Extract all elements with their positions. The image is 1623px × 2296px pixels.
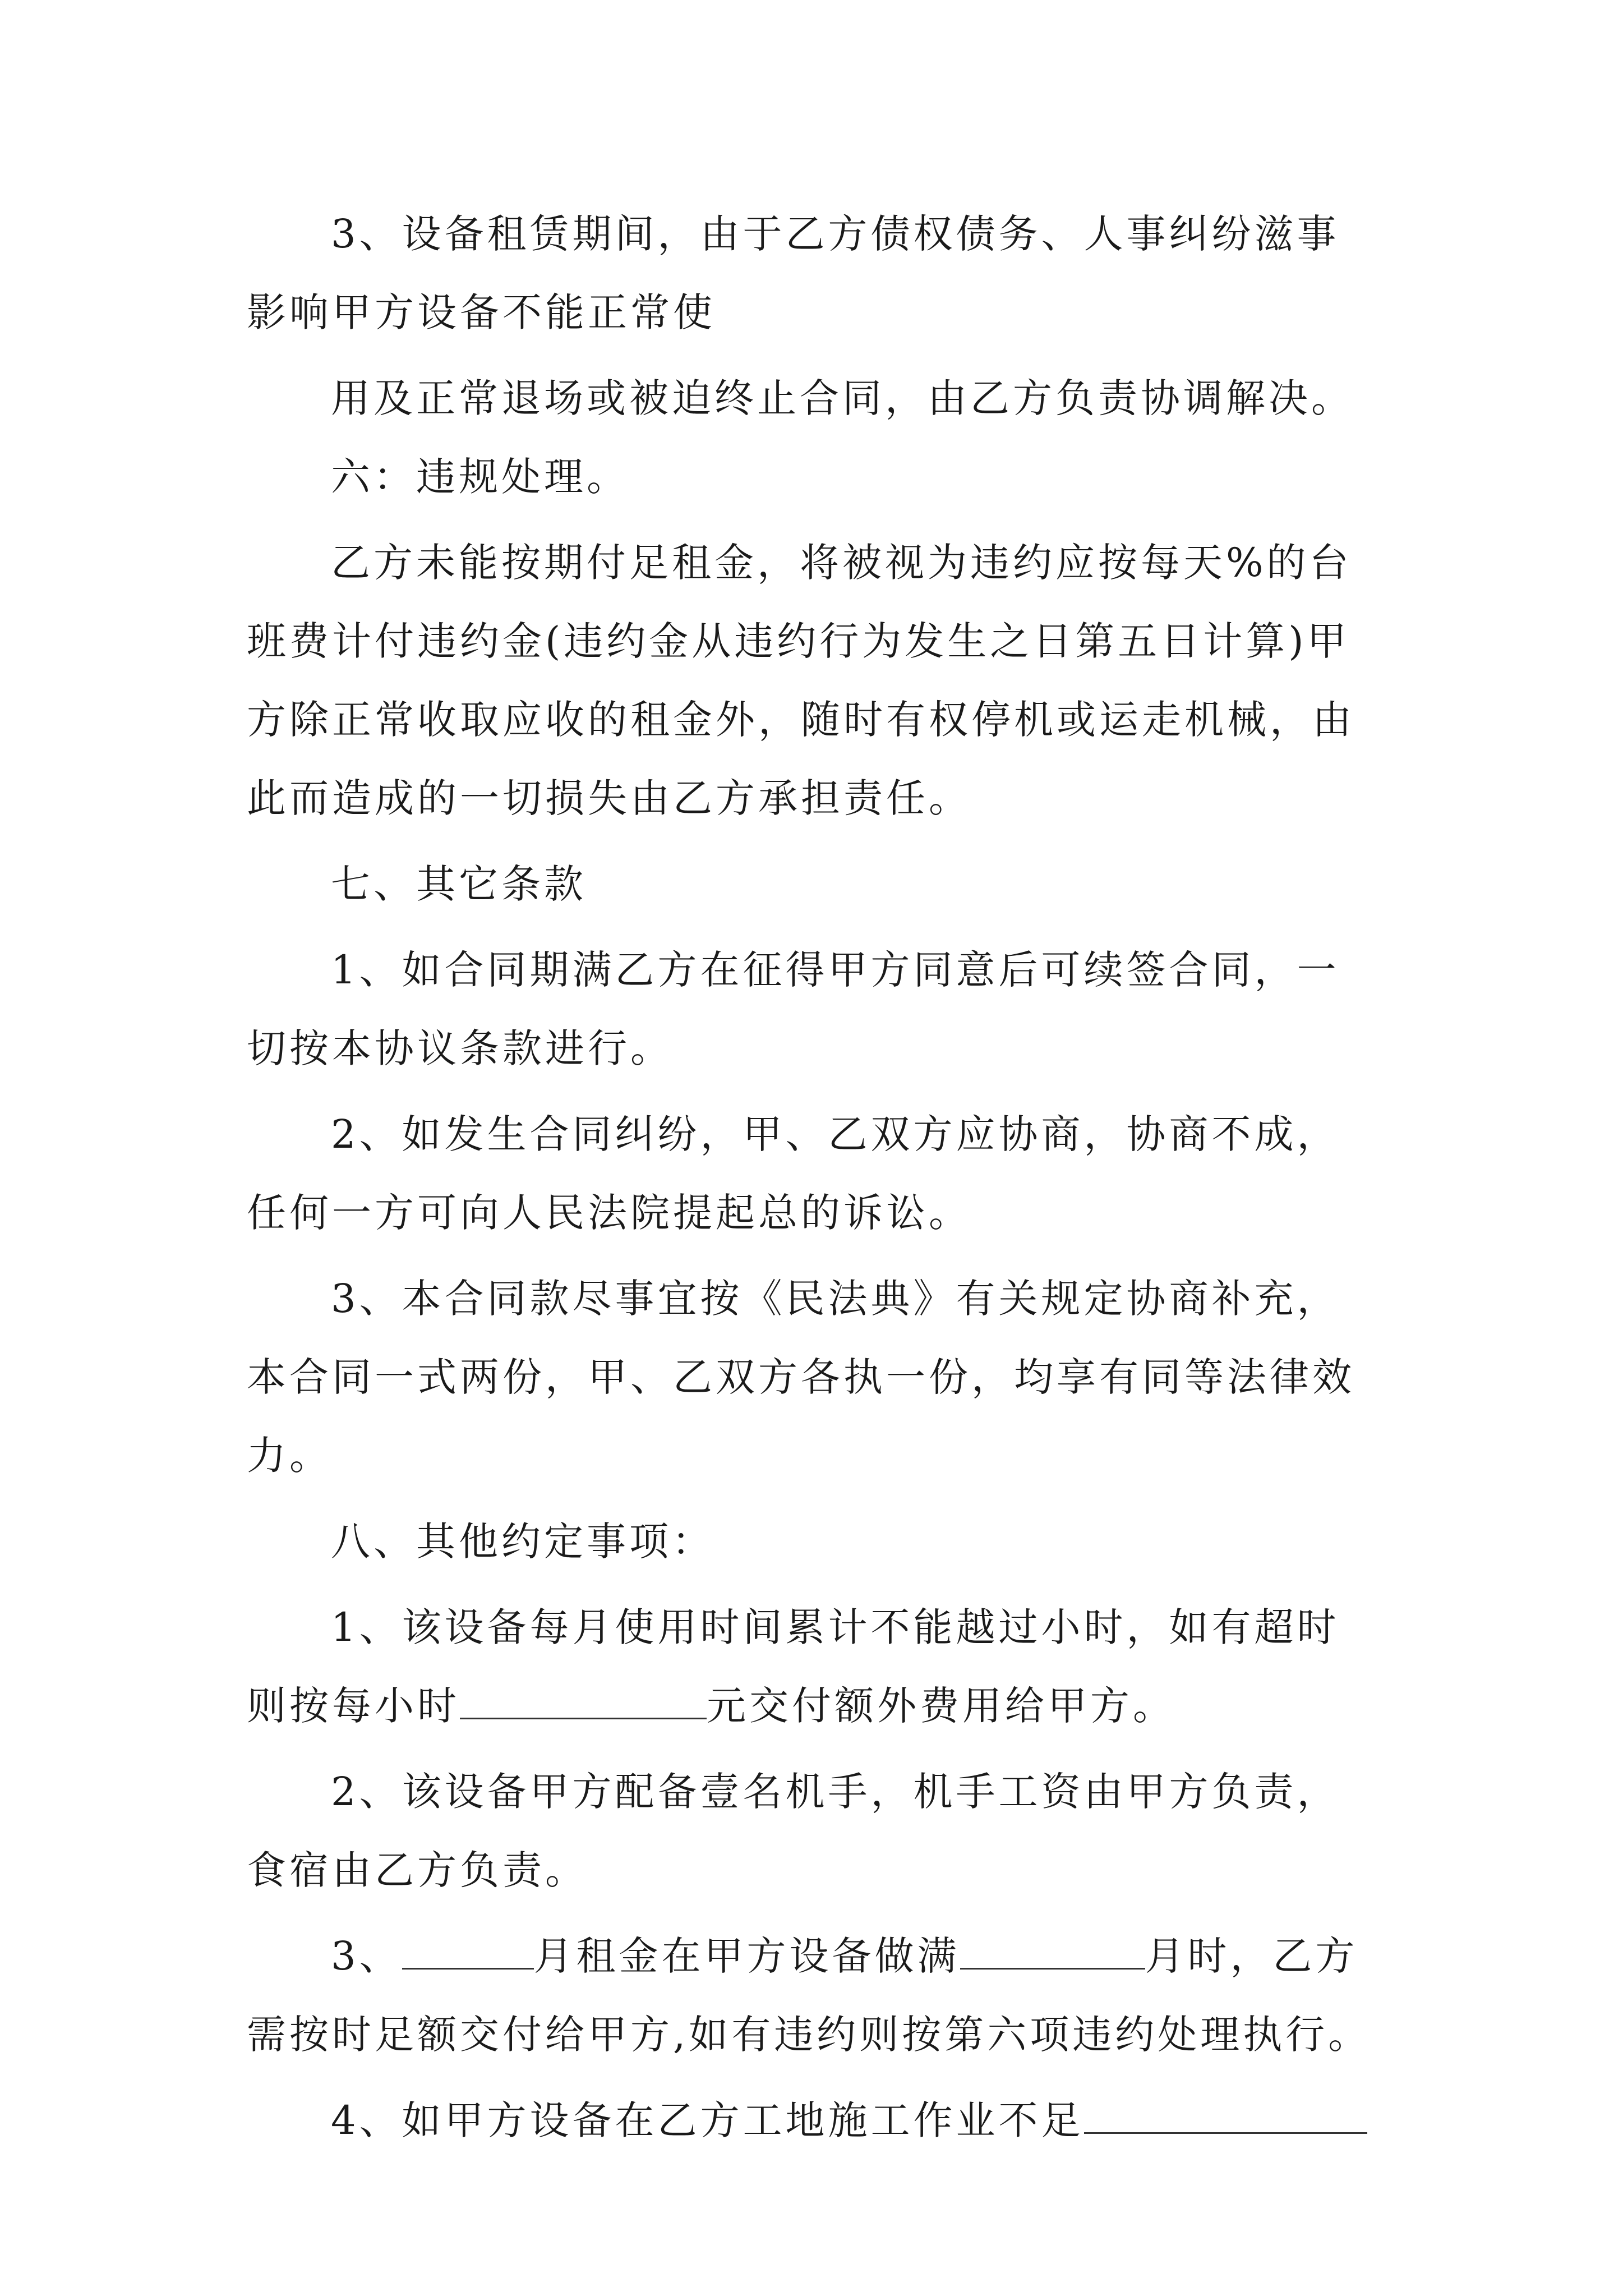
paragraph-line (247, 209, 1380, 259)
text: 月时，乙方 (1145, 1933, 1358, 1979)
paragraph-line (247, 1681, 1380, 1731)
fill-in-blank (1084, 2099, 1367, 2134)
paragraph-line (247, 1931, 1380, 1981)
text: 月租金在甲方设备做满 (533, 1933, 960, 1979)
paragraph-line (247, 773, 1380, 823)
text: 六：违规处理。 (331, 454, 629, 500)
text: 影响甲方设备不能正常使 (247, 289, 716, 335)
text: 用及正常退场或被迫终止合同，由乙方负责协调解决。 (331, 375, 1354, 421)
text: 八、其他约定事项： (331, 1519, 714, 1565)
fill-in-blank (460, 1684, 707, 1719)
section-heading (247, 1516, 1380, 1567)
text: 食宿由乙方负责。 (247, 1847, 588, 1893)
paragraph-line (247, 1023, 1380, 1074)
paragraph-line (247, 1766, 1380, 1817)
paragraph-line (247, 1845, 1380, 1895)
text: 1、如合同期满乙方在征得甲方同意后可续签合同，一 (331, 947, 1340, 993)
text: 力。 (247, 1433, 332, 1479)
paragraph-line (247, 616, 1380, 666)
paragraph-line (247, 1273, 1380, 1324)
text: 4、如甲方设备在乙方工地施工作业不足 (331, 2097, 1084, 2143)
text: 方除正常收取应收的租金外，随时有权停机或运走机械，由 (247, 697, 1355, 743)
paragraph-line (247, 1352, 1380, 1402)
text: 任何一方可向人民法院提起总的诉讼。 (247, 1190, 971, 1236)
fill-in-blank (960, 1934, 1145, 1970)
paragraph-line (247, 287, 1380, 338)
paragraph-line (247, 1602, 1380, 1653)
text: 3、本合同款尽事宜按《民法典》有关规定协商补充， (331, 1276, 1340, 1322)
text: 2、该设备甲方配备壹名机手，机手工资由甲方负责， (331, 1769, 1340, 1815)
text: 班费计付违约金(违约金从违约行为发生之日第五日计算)甲 (247, 618, 1350, 664)
text: 1、该设备每月使用时间累计不能越过小时，如有超时 (331, 1604, 1340, 1650)
text: 2、如发生合同纠纷，甲、乙双方应协商，协商不成， (331, 1111, 1340, 1157)
paragraph-line (247, 537, 1380, 588)
text: 本合同一式两份，甲、乙双方各执一份，均享有同等法律效 (247, 1354, 1355, 1400)
text: 切按本协议条款进行。 (247, 1025, 673, 1071)
text: 需按时足额交付给甲方,如有违约则按第六项违约处理执行。 (247, 2012, 1371, 2058)
text: 3、 (331, 1933, 402, 1979)
text: 3、设备租赁期间，由于乙方债权债务、人事纠纷滋事 (331, 211, 1340, 257)
paragraph-line (247, 1109, 1380, 1159)
paragraph-line (247, 694, 1380, 745)
paragraph-line (247, 1188, 1380, 1238)
text: 七、其它条款 (331, 861, 587, 907)
document-body (247, 209, 1380, 2181)
section-heading (247, 452, 1380, 502)
text: 此而造成的一切损失由乙方承担责任。 (247, 775, 971, 821)
text: 乙方未能按期付足租金，将被视为违约应按每天%的台 (331, 540, 1352, 586)
paragraph-line (247, 1430, 1380, 1481)
paragraph-line (247, 2009, 1380, 2060)
paragraph-line (247, 2095, 1380, 2146)
paragraph-line (247, 945, 1380, 995)
section-heading (247, 859, 1380, 909)
text: 元交付额外费用给甲方。 (707, 1683, 1175, 1729)
paragraph-line (247, 373, 1380, 424)
fill-in-blank (402, 1934, 534, 1970)
text: 则按每小时 (247, 1683, 460, 1729)
